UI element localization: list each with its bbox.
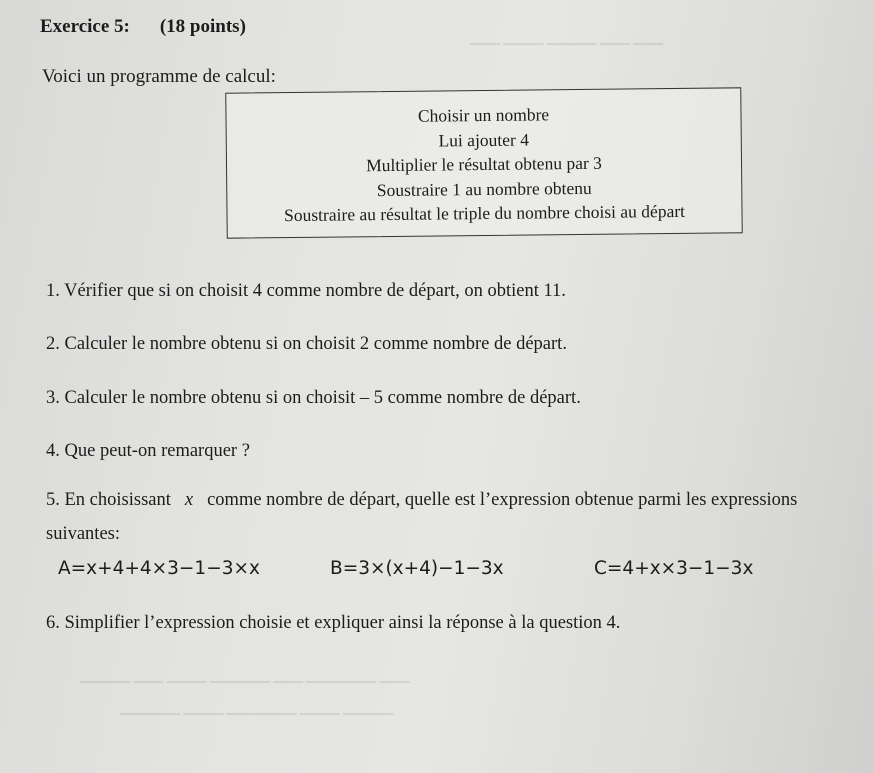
bleed-through-text: ▁▁▁▁▁▁ ▁▁▁▁ ▁▁▁▁▁▁▁ ▁▁▁▁ ▁▁▁▁▁ [120, 700, 393, 715]
question-6: 6. Simplifier l’expression choisie et expliquer ainsi la réponse à la question 4. [46, 613, 621, 633]
program-step: Choisir un nombre [417, 104, 550, 126]
program-step: Lui ajouter 4 [438, 129, 530, 151]
expression-a: A=x+4+4×3−1−3×x [58, 558, 260, 579]
question-5-end: comme nombre de départ, quelle est l’expression obtenue parmi les expressions suivantes: [46, 490, 798, 544]
question-3: 3. Calculer le nombre obtenu si on choisit – 5 comme nombre de départ. [46, 388, 581, 408]
variable-x: x [184, 490, 194, 510]
expression-c: C=4+x×3−1−3x [594, 558, 754, 579]
program-step: Multiplier le résultat obtenu par 3 [366, 152, 602, 176]
exercise-title: Exercice 5: [40, 16, 130, 37]
question-2: 2. Calculer le nombre obtenu si on choisit 2 comme nombre de départ. [46, 334, 567, 354]
question-1: 1. Vérifier que si on choisit 4 comme nombre de départ, on obtient 11. [46, 281, 566, 301]
bleed-through-text: ▁▁▁▁▁ ▁▁▁ ▁▁▁▁ ▁▁▁▁▁▁ ▁▁▁ ▁▁▁▁▁▁▁ ▁▁▁ [80, 668, 410, 683]
question-5 [46, 483, 856, 551]
expression-b: B=3×(x+4)−1−3x [330, 558, 504, 579]
question-4: 4. Que peut-on remarquer ? [46, 441, 250, 461]
question-5-start: 5. En choisissant [46, 490, 171, 510]
exercise-header [40, 16, 246, 38]
program-step: Soustraire 1 au nombre obtenu [376, 177, 592, 201]
intro-text: Voici un programme de calcul: [42, 66, 276, 87]
exercise-points: (18 points) [159, 16, 246, 37]
bleed-through-text: ▁▁▁ ▁▁▁▁ ▁▁▁▁▁ ▁▁▁ ▁▁▁ [470, 30, 663, 45]
calculation-program-box [225, 87, 743, 238]
program-step: Soustraire au résultat le triple du nombre choisi au départ [283, 200, 686, 226]
